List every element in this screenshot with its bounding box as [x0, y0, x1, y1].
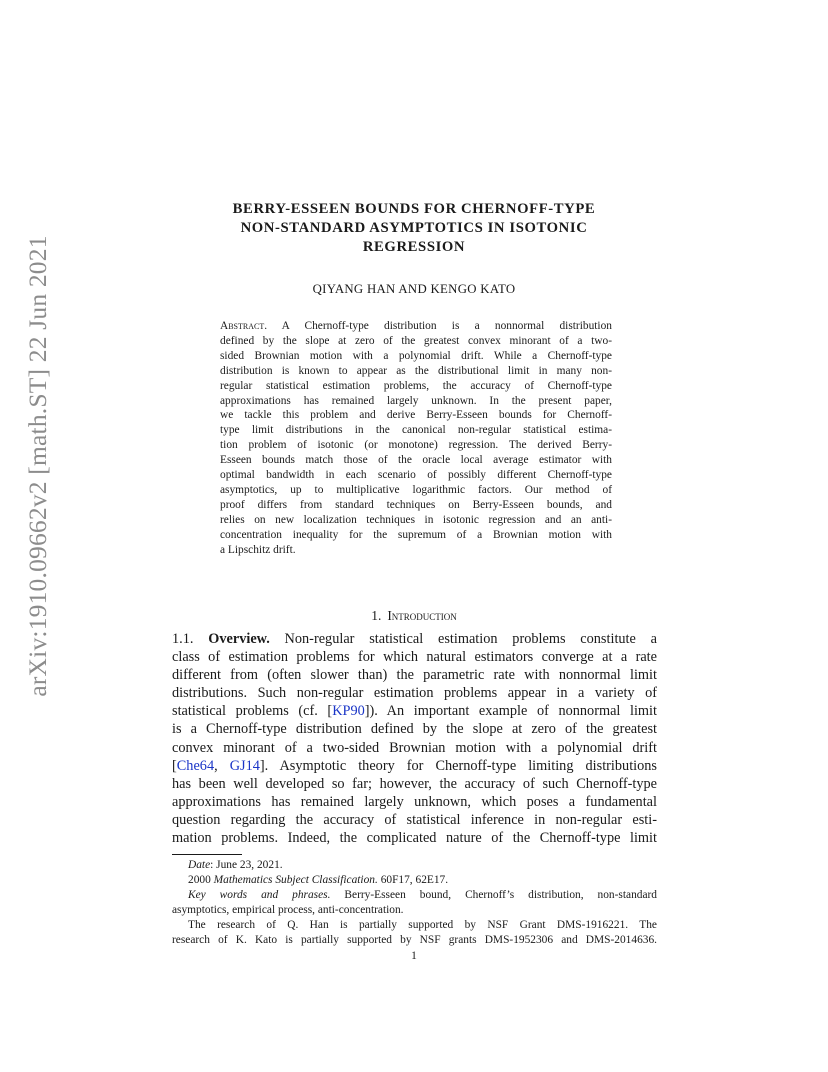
page-number: 1 — [411, 950, 417, 962]
subsection-number: 1.1. — [172, 631, 194, 647]
abstract-line: proof differs from standard techniques on Berry-Esseen bounds, and — [220, 498, 612, 511]
body-text — [172, 630, 657, 847]
citation-link-gj14[interactable]: GJ14 — [229, 757, 260, 774]
abstract-line: sided Brownian motion with a polynomial drift. While a Chernoff-type — [220, 349, 612, 362]
paper-title — [172, 200, 656, 257]
body-line: has been well developed so far; however, the accuracy of such Chernoff-type — [172, 775, 657, 792]
abstract-line: optimal bandwidth in each scenario of possibly different Chernoff-type — [220, 469, 612, 482]
body-line: 1.1. Overview. Non-regular statistical estimation problems constitute a — [172, 631, 657, 647]
abstract-line: approximations has remained largely unknown. In the present paper, — [220, 394, 612, 407]
abstract-line: type limit distributions in the canonical non-regular statistical estima- — [220, 424, 612, 437]
body-line: distributions. Such non-regular estimation problems appear in a variety of — [172, 685, 657, 702]
abstract-line: tion problem of isotonic (or monotone) regression. The derived Berry- — [220, 439, 612, 452]
abstract-line — [220, 319, 612, 334]
footnote-keywords: Key words and phrases. Berry-Esseen bound, Chernoff’s distribution, non-standard — [188, 889, 657, 902]
body-line: mation problems. Indeed, the complicated nature of the Chernoff-type limit — [172, 830, 657, 847]
section-heading — [172, 608, 656, 624]
abstract-label: Abstract. — [220, 320, 268, 332]
footnote-msc: 2000 Mathematics Subject Classification. 60F17, 62E17. — [188, 874, 449, 887]
body-line: class of estimation problems for which natural estimators converge at a rate — [172, 649, 657, 666]
abstract-line: defined by the slope at zero of the greatest convex minorant of a two- — [220, 334, 612, 347]
body-line: approximations has remained largely unknown, which poses a fundamental — [172, 793, 657, 810]
section-title: Introduction — [387, 608, 457, 623]
footnote-funding: The research of Q. Han is partially supported by NSF Grant DMS-1916221. The — [188, 919, 657, 932]
citation-link-kp90[interactable]: KP90 — [332, 703, 365, 720]
body-line: [Che64, GJ14]. Asymptotic theory for Chernoff-type limiting distributions — [172, 757, 657, 774]
section-number: 1. — [371, 608, 382, 623]
title-line: NON-STANDARD ASYMPTOTICS IN ISOTONIC — [240, 220, 588, 236]
title-line: REGRESSION — [362, 239, 466, 255]
abstract — [220, 319, 612, 558]
abstract-line: distribution is known to appear as the distributional limit in many non- — [220, 364, 612, 377]
authors: QIYANG HAN AND KENGO KATO — [312, 282, 516, 296]
abstract-text: A Chernoff-type distribution is a nonnormal distribution — [267, 320, 612, 332]
abstract-line: asymptotics, up to multiplicative logarithmic factors. Our method of — [220, 483, 612, 496]
footnotes — [172, 858, 657, 949]
footnote-date: Date: June 23, 2021. — [188, 859, 283, 871]
footnote-keywords-cont: asymptotics, empirical process, anti-concentration. — [172, 904, 404, 917]
body-line: question regarding the accuracy of statistical inference in non-regular esti- — [172, 811, 657, 828]
citation-link-che64[interactable]: Che64 — [176, 757, 215, 774]
arxiv-stamp — [0, 0, 70, 1072]
abstract-line: regular statistical estimation problems, the accuracy of Chernoff-type — [220, 379, 612, 392]
abstract-line: relies on new localization techniques in isotonic regression and an anti- — [220, 513, 612, 526]
subsection-title: Overview. — [208, 631, 270, 647]
abstract-line: a Lipschitz drift. — [220, 543, 296, 556]
body-line: statistical problems (cf. [KP90]). An important example of nonnormal limit — [172, 703, 657, 720]
abstract-line: concentration inequality for the supremum of a Brownian motion with — [220, 528, 612, 541]
footnote-rule — [172, 854, 242, 855]
arxiv-identifier: arXiv:1910.09662v2 [math.ST] 22 Jun 2021 — [23, 235, 52, 697]
footnote-funding-cont: research of K. Kato is partially supported by NSF grants DMS-1952306 and DMS-2014636. — [172, 934, 657, 947]
body-line: is a Chernoff-type distribution defined by the slope at zero of the greatest — [172, 721, 657, 738]
abstract-line: Esseen bounds match those of the oracle local average estimator with — [220, 454, 612, 467]
body-line: convex minorant of a two-sided Brownian motion with a polynomial drift — [172, 739, 657, 756]
body-line: different from (often slower than) the parametric rate with nonnormal limit — [172, 667, 657, 684]
title-line: BERRY-ESSEEN BOUNDS FOR CHERNOFF-TYPE — [232, 201, 596, 217]
abstract-line: we tackle this problem and derive Berry-Esseen bounds for Chernoff- — [220, 409, 612, 422]
